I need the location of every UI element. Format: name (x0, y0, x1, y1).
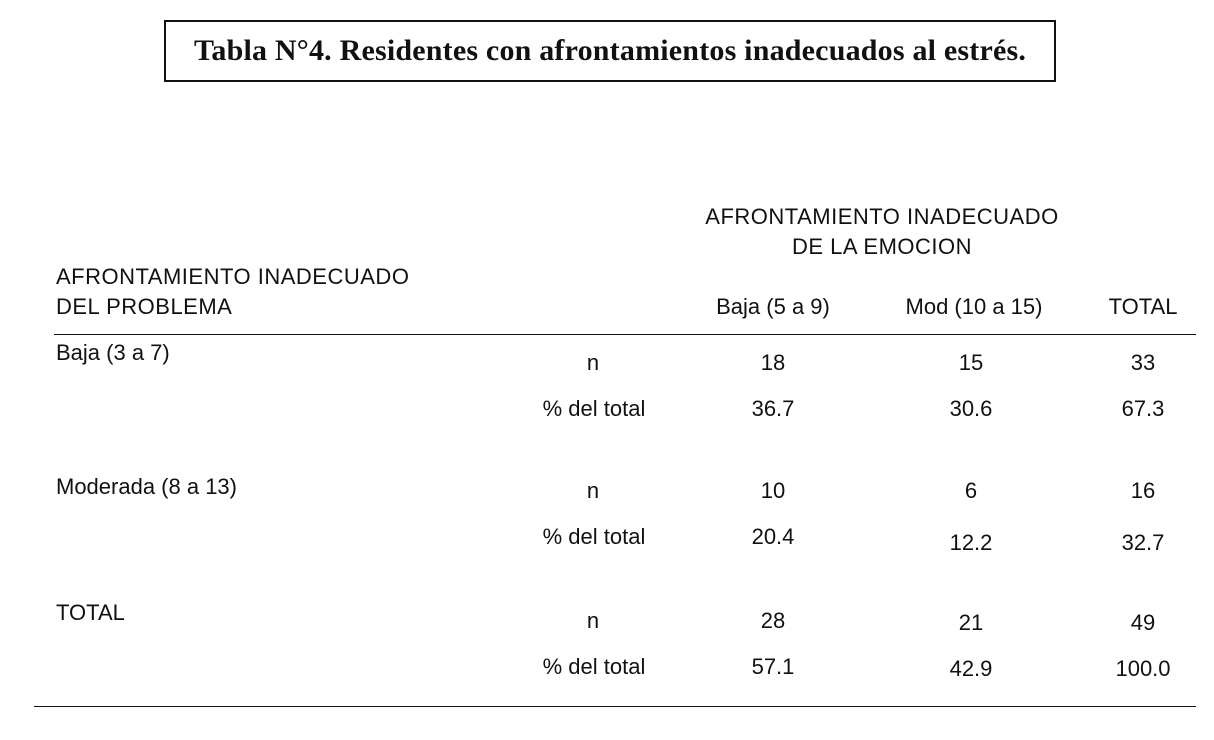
header-rule (54, 334, 1196, 335)
row-group-header (56, 262, 409, 322)
row-group-header-line-2: DEL PROBLEMA (56, 294, 233, 319)
table-cell: 42.9 (949, 656, 993, 681)
table-title: Tabla N°4. Residentes con afrontamientos inadecuados al estrés. (193, 34, 1027, 67)
table-cell: 20.4 (751, 524, 795, 549)
row-label-moderada: Moderada (8 a 13) (56, 474, 237, 499)
row-label-baja: Baja (3 a 7) (56, 340, 170, 365)
stat-label-n: n (586, 608, 600, 633)
table-cell: 30.6 (949, 396, 993, 421)
column-group-header-line-2: DE LA EMOCION (791, 234, 973, 259)
table-cell: 12.2 (949, 530, 993, 555)
stat-label-pct: % del total (542, 654, 646, 679)
column-group-header (705, 202, 1058, 262)
table-cell: 18 (760, 350, 786, 375)
table-cell: 6 (964, 478, 978, 503)
stat-label-n: n (586, 350, 600, 375)
row-label-total: TOTAL (56, 600, 125, 625)
column-header-baja: Baja (5 a 9) (716, 294, 830, 319)
stat-label-pct: % del total (542, 396, 646, 421)
table-cell: 21 (958, 610, 984, 635)
table-cell: 36.7 (751, 396, 795, 421)
table-cell: 15 (958, 350, 984, 375)
stat-label-pct: % del total (542, 524, 646, 549)
stat-label-n: n (586, 478, 600, 503)
table-cell: 16 (1130, 478, 1156, 503)
table-cell: 32.7 (1121, 530, 1165, 555)
table-cell: 33 (1130, 350, 1156, 375)
column-header-total: TOTAL (1108, 294, 1178, 319)
table-cell: 28 (760, 608, 786, 633)
table-title-box (164, 20, 1056, 82)
table-cell: 49 (1130, 610, 1156, 635)
column-header-mod: Mod (10 a 15) (905, 294, 1043, 319)
table-cell: 57.1 (751, 654, 795, 679)
table-cell: 100.0 (1115, 656, 1171, 681)
column-group-header-line-1: AFRONTAMIENTO INADECUADO (705, 204, 1059, 229)
table-cell: 67.3 (1121, 396, 1165, 421)
table-cell: 10 (760, 478, 786, 503)
bottom-rule (34, 706, 1196, 707)
row-group-header-line-1: AFRONTAMIENTO INADECUADO (56, 264, 410, 289)
